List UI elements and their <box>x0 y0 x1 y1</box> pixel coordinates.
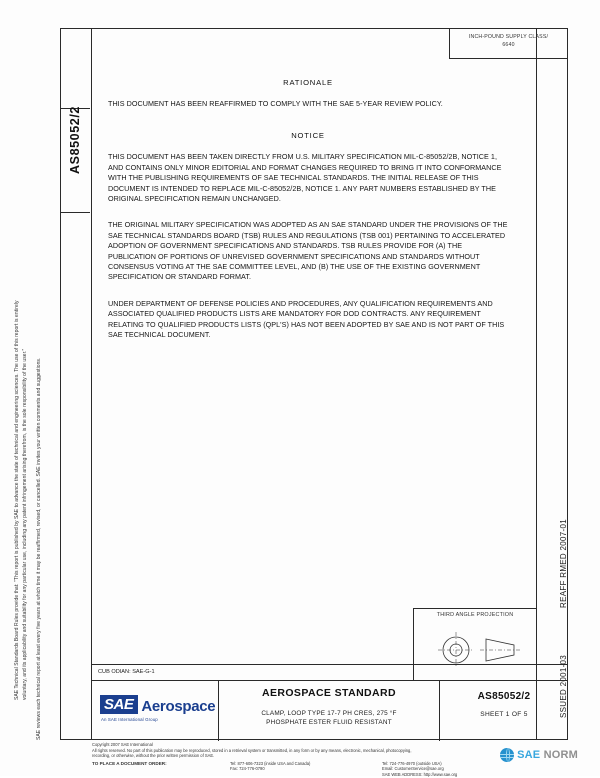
title-block <box>92 680 568 740</box>
custodian-row: CUB ODIAN: SAE-G-1 <box>92 664 568 680</box>
standard-subtitle-2: PHOSPHATE ESTER FLUID RESISTANT <box>266 719 392 726</box>
rationale-text: THIS DOCUMENT HAS BEEN REAFFIRMED TO COMPLY WITH THE SAE 5-YEAR REVIEW POLICY. <box>108 99 443 108</box>
right-strip <box>536 28 568 740</box>
footer-col-1 <box>92 761 167 767</box>
order-label: TO PLACE A DOCUMENT ORDER: <box>92 760 167 766</box>
copyright-line: Copyright 2007 SAE International <box>92 742 153 747</box>
sae-logo <box>100 695 215 714</box>
document-number-cell <box>440 681 568 741</box>
footer-col-3 <box>382 761 457 778</box>
paragraph-2: THE ORIGINAL MILITARY SPECIFICATION WAS ADOPTED AS AN SAE STANDARD UNDER THE PROVISIONS OF THE SAE TECHNICAL STANDARDS BOARD (TSB) RULES AND REGULATIONS (TSB 001) PERTAINING TO ACCELERATED ADOPTION OF GOVERNMENT SPECIFICATIONS AND STANDARDS. TSB RULES PROVIDE FOR (A) THE PUBLICATION OF PORTIONS OF UNREVISED GOVERNMENT SPECIFICATIONS AND STANDARDS WITHOUT CONSENSUS VOTING AT THE SAE COMMITTEE LEVEL, AND (B) THE USE OF THE EXISTING GOVERNMENT SPECIFICATION OR STANDARD FORMAT. <box>108 220 508 282</box>
tel-usa: Tel: 877-606-7323 (inside USA and Canada) <box>230 760 311 766</box>
paragraph-3: UNDER DEPARTMENT OF DEFENSE POLICIES AND PROCEDURES, ANY QUALIFICATION REQUIREMENTS AND ASSOCIATED QUALIFIED PRODUCTS LISTS ARE MANDATORY FOR DOD CONTRACTS. ANY REQUIREMENT RELATING TO QUALIFIED PRODUCTS LISTS (QPL'S) HAS NOT BEEN ADOPTED BY SAE AND IS NOT PART OF THIS SAE TECHNICAL DOCUMENT. <box>108 298 505 340</box>
document-number: AS85052/2 <box>477 691 531 702</box>
rights-line-1: All rights reserved. No part of this publication may be reproduced, stored in a retrieval system or transmitted, in any form or by any means, electronic, mechanical, photocopying, <box>92 747 412 753</box>
body-content <box>108 78 508 357</box>
watermark-text <box>517 749 578 761</box>
header-line-2: 6640 <box>502 42 515 48</box>
sae-logo-mark: SAE <box>100 695 138 714</box>
standard-title-cell <box>219 681 440 741</box>
standard-subtitle-1: CLAMP, LOOP TYPE 17-7 PH CRES, 275 °F <box>261 710 397 717</box>
issued-date: SSUED 2001-03 <box>559 654 568 718</box>
rights-line-2: recording, or otherwise, without the prior written permission of SAE. <box>92 753 215 759</box>
email: Email: CustomerService@sae.org <box>382 766 444 772</box>
reaffirmed-date: REAFF RMED 2007-01 <box>559 519 568 608</box>
projection-title: THIRD ANGLE PROJECTION <box>436 612 514 618</box>
sae-logo-subtitle: An SAE International Group <box>101 717 158 722</box>
legal-line-2: voluntary, and its applicability and suitability for any particular use, including any patent infringement arising therefrom, is the sole responsibility of the user." <box>22 348 28 700</box>
watermark-text-dark: NORM <box>540 749 578 761</box>
sae-logo-word: Aerospace <box>141 698 216 715</box>
notice-text: THIS DOCUMENT HAS BEEN TAKEN DIRECTLY FROM U.S. MILITARY SPECIFICATION MIL-C-85052/2B, NOTICE 1, AND CONTAINS ONLY MINOR EDITORIAL AND FORMAT CHANGES REQUIRED TO BRING IT INTO CONFORMANCE WITH THE PUBLISHING REQUIREMENTS OF SAE TECHNICAL STANDARDS. THE INITIAL RELEASE OF THIS DOCUMENT IS INTENDED TO REPLACE MIL-C-85052/2B, NOTICE 1. ANY PART NUMBERS ESTABLISHED BY THE ORIGINAL SPECIFICATION REMAIN UNCHANGED. <box>108 152 502 204</box>
sheet-number: SHEET 1 OF 5 <box>480 711 528 718</box>
sae-logo-cell <box>92 681 219 741</box>
tel-intl: Tel: 724-776-4970 (outside USA) <box>382 760 442 766</box>
notice-heading: NOTICE <box>291 131 325 141</box>
standard-title: AEROSPACE STANDARD <box>262 687 396 699</box>
left-margin-legal-text <box>0 0 60 776</box>
watermark-text-light: SAE <box>517 749 541 761</box>
watermark <box>500 748 578 762</box>
document-number-vertical: AS85052/2 <box>68 106 82 174</box>
header-line-1: INCH-POUND SUPPLY CLASS/ <box>468 34 549 40</box>
footer-contact-row <box>92 761 568 777</box>
legal-line-1: SAE Technical Standards Board Rules provide that: "This report is published by SAE to advance the state of technical and engineering sciences. The use of this report is entirely <box>14 300 20 700</box>
rationale-heading: RATIONALE <box>283 78 333 87</box>
web-address: SAE WEB ADDRESS: http://www.sae.org <box>382 771 458 777</box>
footer-col-2 <box>230 761 310 772</box>
legal-line-3: SAE reviews each technical report at least every five years at which time it may be reaffirmed, revised, or cancelled. SAE invites your written comments and suggestions. <box>36 357 42 740</box>
fax: Fax: 724-776-0790 <box>230 766 265 772</box>
globe-icon <box>500 748 514 762</box>
supply-class-header <box>449 29 567 59</box>
footer <box>92 742 568 777</box>
left-strip <box>60 28 92 740</box>
